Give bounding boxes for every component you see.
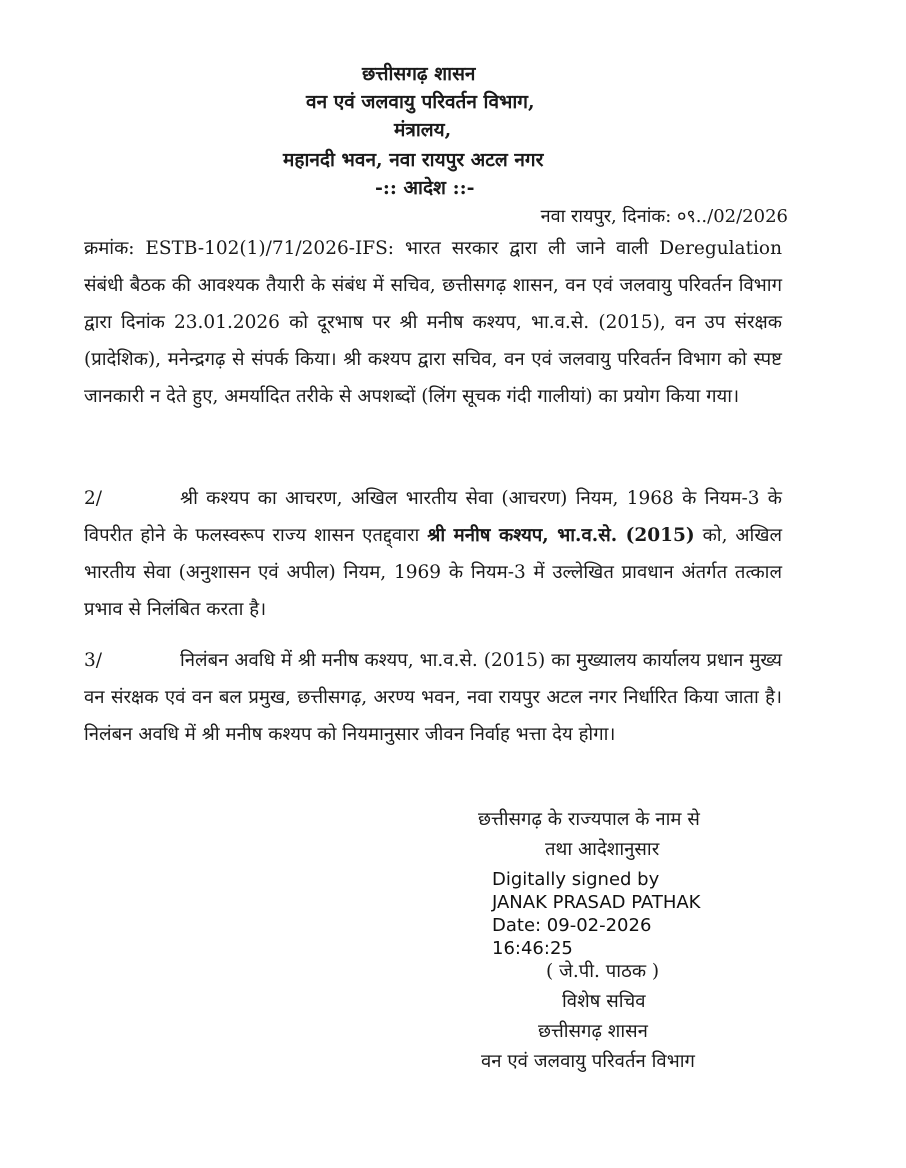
digital-signature-stamp: Digitally signed by JANAK PRASAD PATHAK Date: 09-02-2026 16:46:25: [492, 869, 701, 959]
signatory-designation: विशेष सचिव: [562, 991, 646, 1012]
paragraph-3: [84, 642, 782, 753]
department-name: वन एवं जलवायु परिवर्तन विभाग,: [306, 91, 535, 113]
signatory-name: ( जे.पी. पाठक ): [546, 961, 660, 982]
authority-line: छत्तीसगढ़ के राज्यपाल के नाम से: [478, 809, 700, 830]
order-heading: -:: आदेश ::-: [375, 177, 475, 199]
paragraph-text: श्री कश्यप का आचरण, अखिल भारतीय सेवा (आचरण) नियम, 1968 के नियम-3 के विपरीत होने के फलस्वरूप राज्य शासन एतद्द्वारा: [84, 488, 782, 546]
officer-name-bold: श्री मनीष कश्यप, भा.व.से. (2015): [427, 525, 695, 546]
paragraph-number: 3/: [84, 650, 103, 671]
govt-name: छत्तीसगढ़ शासन: [362, 63, 476, 85]
paragraph-1: क्रमांक: ESTB-102(1)/71/2026-IFS: भारत सरकार द्वारा ली जाने वाली Deregulation संबंधी बैठक की आवश्यक तैयारी के संबंध में सचिव, छत्तीसगढ़ शासन, वन एवं जलवायु परिवर्तन विभाग द्वारा दिनांक 23.01.2026 को दूरभाष पर श्री मनीष कश्यप, भा.व.से. (2015), वन उप संरक्षक (प्रादेशिक), मनेन्द्रगढ़ से संपर्क किया। श्री कश्यप द्वारा सचिव, वन एवं जलवायु परिवर्तन विभाग को स्पष्ट जानकारी न देते हुए, अमर्यादित तरीके से अपशब्दों (लिंग सूचक गंदी गालीयां) का प्रयोग किया गया।: [84, 238, 782, 407]
authority-line-2: तथा आदेशानुसार: [545, 839, 660, 860]
signatory-department: वन एवं जलवायु परिवर्तन विभाग: [481, 1051, 695, 1072]
paragraph-text: निलंबन अवधि में श्री मनीष कश्यप, भा.व.से. (2015) का मुख्यालय कार्यालय प्रधान मुख्य वन संरक्षक एवं वन बल प्रमुख, छत्तीसगढ़, अरण्य भवन, नवा रायपुर अटल नगर निर्धारित किया जाता है। निलंबन अवधि में श्री मनीष कश्यप को नियमानुसार जीवन निर्वाह भत्ता देय होगा।: [84, 650, 782, 745]
paragraph-2: [84, 480, 782, 628]
ministry-label: मंत्रालय,: [394, 119, 452, 141]
signatory-org: छत्तीसगढ़ शासन: [538, 1021, 648, 1042]
paragraph-text-cont: को, अखिल भारतीय सेवा (अनुशासन एवं अपील) नियम, 1969 के नियम-3 में उल्लेखित प्रावधान अंतर्गत तत्काल प्रभाव से निलंबित करता है।: [84, 525, 783, 620]
paragraph-number: 2/: [84, 488, 103, 509]
date-line: नवा रायपुर, दिनांक: ०९../02/2026: [540, 206, 788, 227]
office-address: महानदी भवन, नवा रायपुर अटल नगर: [283, 149, 544, 171]
